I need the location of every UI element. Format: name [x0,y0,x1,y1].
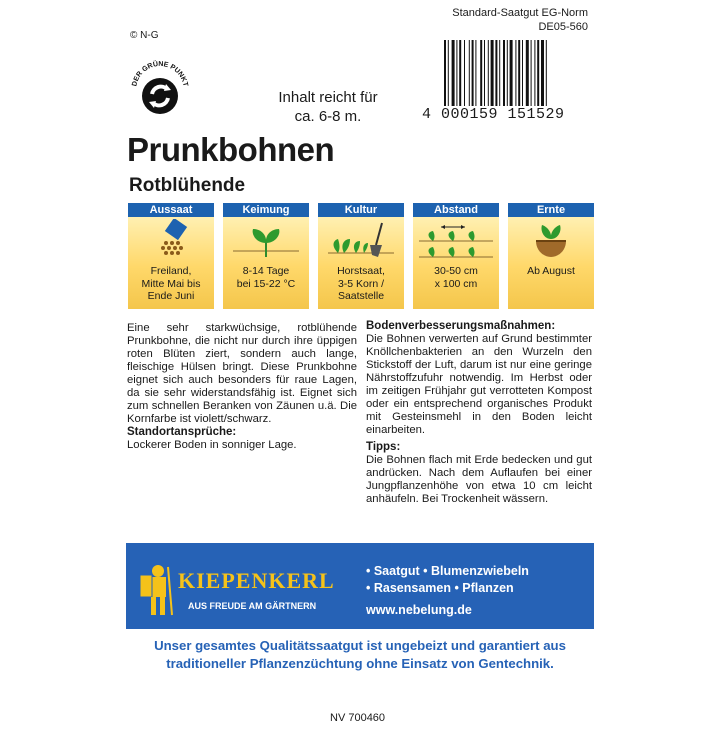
nv-code: NV 700460 [330,712,386,724]
banner-line-2: • Rasensamen • Pflanzen [366,581,514,595]
card-line: bei 15-22 °C [236,277,296,290]
product-title: Prunkbohnen [127,131,335,168]
barcode-bar [491,40,494,106]
barcode-bar [526,40,529,106]
barcode-bar [499,40,500,106]
barcode-bar [448,40,449,114]
barcode-bar [531,40,532,106]
boden-heading: Bodenverbesserungsmaßnahmen: [366,320,556,332]
barcode-bar [515,40,516,106]
slogan-line2: traditioneller Pflanzenzüchtung ohne Einsatz von Gentechnik. [166,656,554,671]
card-header: Keimung [223,203,309,217]
card-line: 3-5 Korn / [337,277,385,290]
boden-text: Die Bohnen verwerten auf Grund bestimmter Knöllchenbakterien an den Wurzeln den Stickstoff der Luft, darum ist nur eine geringe Nährstoffzufuhr notwendig. Im Herbst oder im zeitigen Frühjahr gut verrotteten Kompost oder ein entsprechend organisches Produkt mit Gesteinsmehl in den Boden leicht einarbeiten. [366,333,592,436]
barcode-bar [510,40,513,106]
barcode-bar [469,40,470,106]
content-amount-line2: ca. 6-8 m. [294,108,362,125]
barcode-bar [459,40,461,106]
brand-banner [126,543,594,629]
card-header: Abstand [413,203,499,217]
card-line: Mitte Mai bis [141,277,201,290]
standort-heading: Standortansprüche: [127,426,237,438]
card-line: Ende Juni [147,290,195,302]
card-text [130,265,212,303]
card-ernte [508,203,594,309]
slogan-line1: Unser gesamtes Qualitätssaatgut ist ungebeizt und garantiert aus [154,638,566,653]
barcode-bar [522,40,523,114]
tipps-text: Die Bohnen flach mit Erde bedecken und gut andrücken. Nach dem Auflaufen bei einer Jungpflanzenhöhe von etwa 10 cm leicht anhäufeln. Bei Trockenheit wässern. [366,454,592,505]
card-text [320,265,402,303]
right-column [366,320,592,506]
standort-text: Lockerer Boden in sonniger Lage. [127,439,297,451]
barcode-bar [495,40,497,106]
barcode-bar [452,40,455,106]
spade-plants-icon [318,219,404,261]
barcode-number: 4 000159 151529 [422,106,565,123]
gp-label: DER GRÜNE PUNKT [131,60,189,88]
card-line: x 100 cm [434,277,478,290]
quality-slogan [126,637,594,673]
info-cards [128,203,594,309]
product-subtitle: Rotblühende [129,175,246,196]
intro-text: Eine sehr starkwüchsige, rotblühende Prunkbohne, die nicht nur durch ihre üppigen roten Blüten ziert, sondern auch lange, fleischige Hülsen bringt. Diese Prunkbohne eignet sich auch besonders für raue Lagen, da sie sehr widerstandsfähig ist. Eignet sich zum schnellen Beranken von Zäunen u.ä. Die Kornfarbe ist violett/schwarz. [127,322,357,425]
copyright-note: © N-G [130,30,159,41]
brand-tagline: AUS FREUDE AM GÄRTNERN [188,601,317,611]
card-line: Saatstelle [337,290,385,302]
barcode-bar [464,40,465,106]
seed-packet-icon [128,219,214,261]
card-text [225,265,307,290]
card-line: Horstsaat, [337,265,385,277]
standard-label: Standard-Saatgut EG-Norm [452,7,588,19]
barcode-bar [488,40,489,106]
barcode-bar [534,40,535,106]
barcode-bar [444,40,446,114]
seedling-icon [223,219,309,261]
card-abstand [413,203,499,309]
card-line: 8-14 Tage [242,265,290,277]
card-header: Ernte [508,203,594,217]
card-line: 30-50 cm [434,265,478,277]
product-code: DE05-560 [538,21,588,33]
barcode-bar [475,40,476,106]
card-aussaat [128,203,214,309]
content-amount [258,88,398,126]
barcode-bar [518,40,520,114]
website-link[interactable]: www.nebelung.de [366,603,472,617]
card-line: Freiland, [150,265,192,277]
card-keimung [223,203,309,309]
barcode-bar [541,40,544,106]
barcode-bar [503,40,505,106]
brand-logo: KIEPENKERL [178,568,335,593]
tipps-heading: Tipps: [366,441,401,453]
card-kultur [318,203,404,309]
barcode-bar [480,40,482,106]
harvest-bowl-icon [508,219,594,261]
spacing-rows-icon [413,219,499,261]
gruener-punkt-logo [126,56,194,124]
content-amount-line1: Inhalt reicht für [278,89,378,106]
kiepenkerl-mascot-icon [136,561,176,619]
barcode-bar [537,40,539,106]
barcode-bar [484,40,485,106]
card-header: Kultur [318,203,404,217]
barcode-bar [472,40,474,106]
card-text [415,265,497,290]
card-text [510,265,592,278]
left-column [127,322,357,452]
standard-info [452,6,588,34]
barcode-bar [456,40,457,106]
barcode-bar [507,40,508,106]
card-line: Ab August [527,265,575,277]
barcode-bar [546,40,547,106]
banner-line-1: • Saatgut • Blumenzwiebeln [366,564,529,578]
card-header: Aussaat [128,203,214,217]
